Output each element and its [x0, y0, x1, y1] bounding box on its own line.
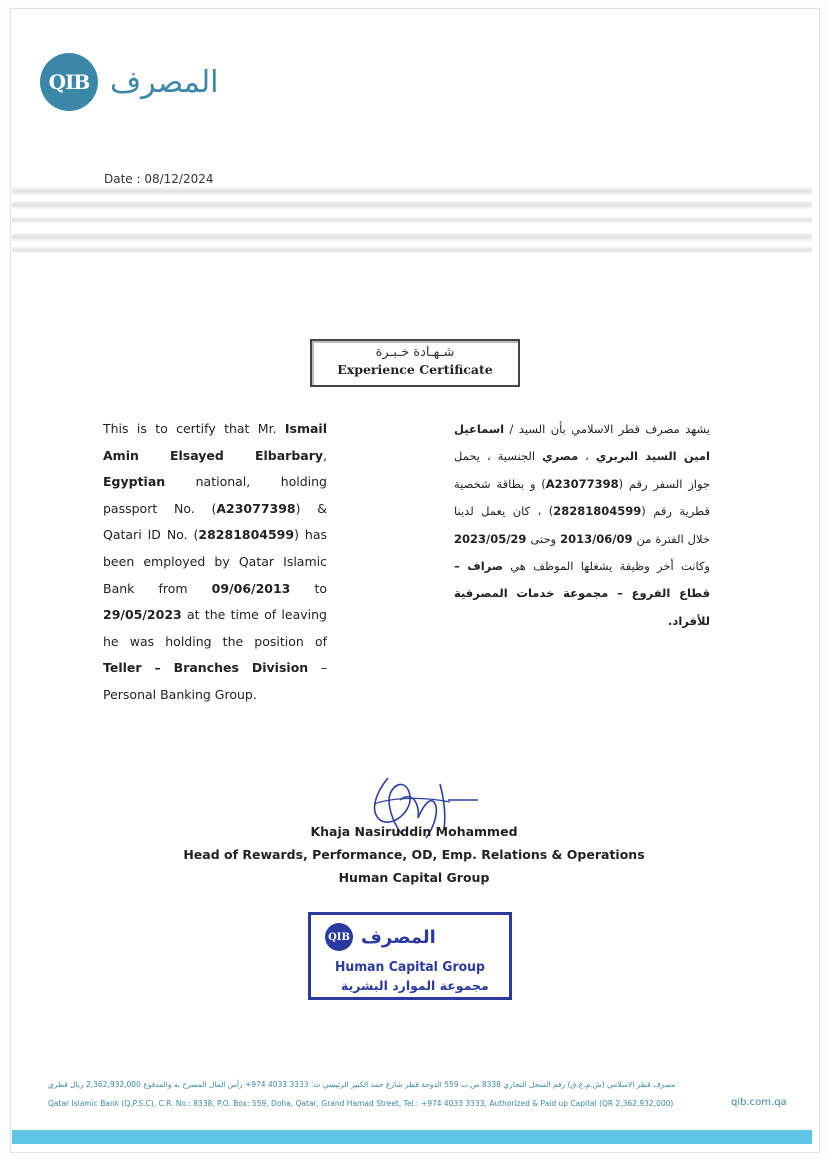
text-run: ) has been employed by Qatar Islamic Bank from — [103, 527, 327, 596]
certificate-title-english: Experience Certificate — [337, 362, 493, 377]
signatory-title: Head of Rewards, Performance, OD, Emp. Relations & Operations — [183, 847, 645, 862]
text-run: – Personal Banking Group. — [103, 660, 327, 702]
scan-artifact-band — [12, 186, 812, 196]
qatari-id-number: 28281804599 — [198, 527, 295, 543]
scan-artifact-band — [12, 246, 812, 254]
scan-artifact-band — [12, 232, 812, 242]
text-run: national, holding passport No. ( — [103, 474, 327, 516]
text-run: This is to certify that Mr. — [103, 421, 285, 436]
qib-logo-arabic-name: المصرف — [110, 64, 219, 100]
scan-artifact-band — [12, 200, 812, 210]
arabic-certificate-text — [454, 416, 710, 635]
employee-name: Ismail Amin Elsayed Elbarbary — [103, 421, 327, 463]
text-run: وكانت أخر وظيفة يشغلها الموظف هي — [502, 559, 710, 574]
text-run: الجنسية ، يحمل جواز السفر رقم ( — [454, 449, 710, 491]
stamp-logo — [325, 923, 436, 951]
scan-artifact-band — [12, 216, 812, 224]
passport-number: A23077398 — [216, 500, 296, 516]
employee-position-arabic: صراف – قطاع الفروع – مجموعة خدمات المصرفية للأفراد. — [454, 559, 710, 628]
text-run: to — [290, 580, 328, 596]
employee-nationality: Egyptian — [103, 474, 166, 490]
department-stamp — [308, 912, 512, 1000]
footer-arabic-address: مصرف قطر الاسلامي (ش.م.ع.ق) رقم السجل التجاري 8338 ص.ب 559 الدوحة قطر شارع حمد الكبير الرئيسي ت: 3333 4033 974+ رأس المال المصرح به والمدفوع 2,362,932,000 ريال قطري — [48, 1080, 676, 1089]
text-run: وحتى — [526, 531, 561, 546]
employee-nationality-arabic: مصري — [542, 449, 579, 464]
footer-website: qib.com.qa — [731, 1097, 787, 1108]
letter-date: Date : 08/12/2024 — [104, 172, 214, 186]
qatari-id-number-arabic: 28281804599 — [553, 504, 642, 519]
stamp-logo-mark: QIB — [325, 923, 353, 951]
english-certificate-text — [103, 416, 327, 709]
employment-end-date-arabic: 2023/05/29 — [454, 531, 527, 546]
stamp-arabic-text: مجموعة الموارد البشرية — [341, 978, 489, 993]
qib-logo-mark: QIB — [40, 53, 98, 111]
footer-english-address: Qatar Islamic Bank (Q.P.S.C), C.R. No.: 8338, P.O. Box: 559, Doha, Qatar, Grand Hamad Street, Tel.: +974 4033 3333, Authorized & Paid up Capital (QR 2,362,932,000) — [48, 1099, 674, 1108]
employment-start-date: 09/06/2013 — [211, 580, 291, 596]
employee-position: Teller – Branches Division — [103, 660, 309, 676]
passport-number-arabic: A23077398 — [545, 476, 619, 491]
certificate-title-arabic: شـهـادة خـبـرة — [375, 345, 455, 360]
stamp-arabic-bank-name: المصرف — [361, 926, 436, 948]
certificate-title-box — [310, 339, 520, 387]
footer-color-bar — [12, 1130, 812, 1144]
text-run: يشهد مصرف قطر الاسلامي بأن السيد / — [504, 422, 710, 436]
text-run: ) ، كان يعمل لدينا خلال الفترة من — [454, 504, 710, 546]
stamp-english-text: Human Capital Group — [335, 959, 485, 975]
signatory-department: Human Capital Group — [338, 870, 490, 885]
employee-name-arabic: اسماعيل امين السيد البربري — [454, 422, 710, 464]
qib-logo — [40, 52, 219, 112]
text-run: ) & Qatari ID No. ( — [103, 500, 327, 543]
employment-end-date: 29/05/2023 — [103, 607, 182, 623]
text-run: ، — [578, 449, 596, 464]
text-run: ) و بطاقة شخصية قطرية رقم ( — [454, 476, 710, 519]
text-run: , — [323, 447, 327, 463]
text-run: at the time of leaving he was holding the position of — [103, 607, 327, 649]
signatory-name: Khaja Nasiruddin Mohammed — [310, 824, 518, 839]
employment-start-date-arabic: 2013/06/09 — [560, 531, 633, 546]
